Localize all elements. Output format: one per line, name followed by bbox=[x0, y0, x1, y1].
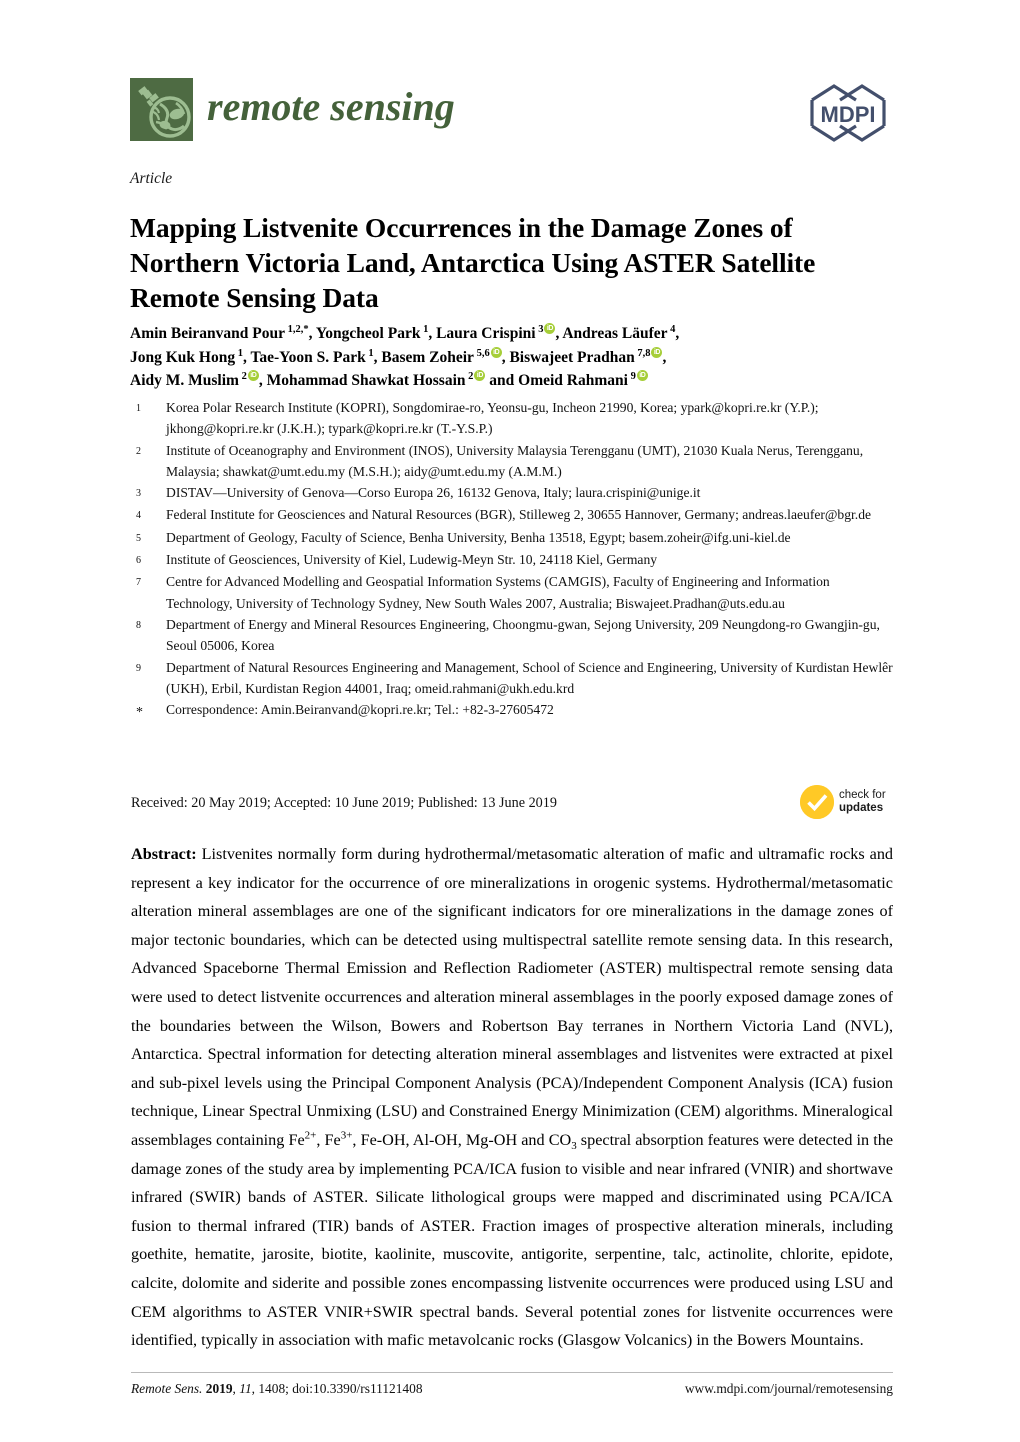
journal-url[interactable]: www.mdpi.com/journal/remotesensing bbox=[684, 1381, 893, 1396]
affiliation-text: Federal Institute for Geosciences and Natural Resources (BGR), Stilleweg 2, 30655 Hannover, Germany; andreas.laeufer@bgr.de bbox=[166, 507, 872, 523]
masthead bbox=[130, 78, 892, 158]
affiliation-item bbox=[132, 440, 894, 483]
affiliation-text: Department of Natural Resources Engineering and Management, School of Science and Engineering, University of Kurdistan Hewlêr (UKH), Erbil, Kurdistan Region 44001, Iraq; omeid.rahmani@ukh.edu.krd bbox=[166, 659, 893, 696]
author-name: Omeid Rahmani bbox=[518, 372, 628, 390]
abstract-subscript-1: 3 bbox=[571, 1140, 577, 1153]
abstract-text-part-1: Listvenites normally form during hydrothermal/metasomatic alteration of mafic and ultramafic rocks and represent a key indicator for the occurrence of ore mineralizations in orogenic systems. Hydrothermal/metasomatic alteration mineral assemblages are one of the significant indicators for ore mineralizations in the damage zones of major tectonic boundaries, which can be detected using multispectral satellite remote sensing data. In this research, Advanced Spaceborne Thermal Emission and Reflection Radiometer (ASTER) multispectral remote sensing data were used to detect listvenite occurrences and alteration mineral assemblages in the poorly exposed damage zones of the boundaries between the Wilson, Bowers and Robertson Bay terranes in Northern Victoria Land (NVL), Antarctica. Spectral information for detecting alteration mineral assemblages and listvenites were extracted at pixel and sub-pixel levels using the Principal Component Analysis (PCA)/Independent Component Analysis (ICA) fusion technique, Linear Spectral Unmixing (LSU) and Constrained Energy Minimization (CEM) algorithms. Mineralogical assemblages containing Fe bbox=[131, 845, 894, 1149]
satellite-globe-icon bbox=[130, 78, 193, 141]
abstract-text-part-2: spectral absorption features were detected in the damage zones of the study area by implementing PCA/ICA fusion to visible and near infrared (VNIR) and shortwave infrared (SWIR) bands of ASTER. Silicate lithological groups were mapped and discriminated using PCA/ICA fusion to thermal infrared (TIR) bands of ASTER. Fraction images of prospective alteration minerals, including goethite, hematite, jarosite, biotite, kaolinite, muscovite, antigorite, serpentine, talc, actinolite, chlorite, epidote, calcite, dolomite and siderite and possible zones encompassing listvenite occurrences were produced using LSU and CEM algorithms to ASTER VNIR+SWIR spectral bands. Several potential zones for listvenite occurrences were identified, typically in association with mafic metavolcanic rocks (Glasgow Volcanics) in the Bowers Mountains. bbox=[131, 1130, 894, 1350]
affiliation-marker: 1 bbox=[136, 403, 141, 414]
affiliation-list bbox=[132, 397, 894, 723]
journal-brand bbox=[130, 78, 455, 141]
correspondence-item bbox=[132, 699, 894, 723]
article-type-label: Article bbox=[130, 170, 173, 187]
publication-dates: Received: 20 May 2019; Accepted: 10 June 2019; Published: 13 June 2019 bbox=[131, 795, 557, 811]
affiliation-item bbox=[132, 504, 894, 526]
correspondence-marker: * bbox=[136, 705, 143, 721]
abstract-label: Abstract: bbox=[131, 845, 197, 863]
author-name: Jong Kuk Hong bbox=[130, 348, 236, 366]
affiliation-text: Institute of Oceanography and Environment (INOS), University Malaysia Terengganu (UMT), 21030 Kuala Nerus, Terengganu, Malaysia; shawkat@umt.edu.my (M.S.H.); aidy@umt.edu.my (A.M.M.) bbox=[166, 442, 864, 479]
author-affil-marker: 7,8 bbox=[634, 347, 651, 359]
affiliation-item bbox=[132, 614, 894, 657]
author-affil-marker: 9 bbox=[627, 371, 636, 383]
citation-line: Remote Sens. 2019, 11, 1408; doi:10.3390/rs11121408 bbox=[131, 1381, 423, 1396]
citation-year: 2019 bbox=[205, 1381, 233, 1396]
orcid-id-icon[interactable] bbox=[544, 323, 555, 334]
affiliation-marker: 3 bbox=[136, 488, 141, 500]
author-affil-marker: 1 bbox=[235, 347, 243, 359]
check-for-updates-badge[interactable] bbox=[800, 782, 900, 822]
author-name: Tae-Yoon S. Park bbox=[250, 348, 366, 366]
checkmark-circle-icon bbox=[800, 785, 834, 819]
author-affil-marker: 3 bbox=[535, 323, 544, 335]
affiliation-text: Korea Polar Research Institute (KOPRI), Songdomirae-ro, Yeonsu-gu, Incheon 21990, Korea; ypark@kopri.re.kr (Y.P.); jkhong@kopri.re.kr (J.K.H.); typark@kopri.re.kr (T.-Y.S.P.) bbox=[166, 400, 819, 437]
affiliation-text: Department of Energy and Mineral Resources Engineering, Choongmu-gwan, Sejong University, 209 Neungdong-ro Gwangjin-gu, Seoul 05006, Korea bbox=[166, 616, 880, 654]
affiliation-item bbox=[132, 527, 894, 549]
mdpi-logo bbox=[804, 82, 892, 144]
affiliation-item bbox=[132, 397, 894, 440]
author-affil-marker: 1,2,* bbox=[285, 323, 309, 335]
author-affil-marker: 5,6 bbox=[473, 347, 490, 359]
author-affil-marker: 2 bbox=[465, 371, 474, 383]
affiliation-item bbox=[132, 549, 894, 571]
affiliation-marker: 8 bbox=[136, 619, 141, 631]
affiliation-text: DISTAV—University of Genova—Corso Europa 26, 16132 Genova, Italy; laura.crispini@unige.it bbox=[166, 485, 701, 501]
orcid-id-icon[interactable] bbox=[474, 370, 485, 381]
abstract-superscript-1: 2+ bbox=[304, 1129, 317, 1142]
citation-rest: , 1408; doi:10.3390/rs11121408 bbox=[251, 1381, 423, 1396]
orcid-id-icon[interactable] bbox=[651, 347, 662, 358]
affiliation-marker: 6 bbox=[136, 555, 141, 567]
page-footer bbox=[131, 1381, 893, 1397]
affiliation-marker: 5 bbox=[136, 532, 141, 544]
affiliation-marker: 4 bbox=[136, 510, 141, 522]
affiliation-marker: 2 bbox=[136, 445, 141, 457]
affiliation-text: Institute of Geosciences, University of Kiel, Ludewig-Meyn Str. 10, 24118 Kiel, Germany bbox=[166, 552, 658, 568]
orcid-id-icon[interactable] bbox=[491, 347, 502, 358]
journal-wordmark: remote sensing bbox=[207, 83, 455, 129]
affiliation-text: Centre for Advanced Modelling and Geospatial Information Systems (CAMGIS), Faculty of Engineering and Information Technology, University of Technology Sydney, New South Wales 2007, Australia; Biswajeet.Pradhan@uts.edu.au bbox=[166, 574, 830, 611]
author-name: Yongcheol Park bbox=[315, 325, 421, 342]
footer-divider bbox=[131, 1372, 893, 1373]
abstract-superscript-2: 3+ bbox=[340, 1129, 353, 1142]
author-name: Basem Zoheir bbox=[381, 348, 474, 366]
page-title: Mapping Listvenite Occurrences in the Damage Zones of Northern Victoria Land, Antarctica Using ASTER Satellite Remote Sensing Data bbox=[130, 212, 816, 314]
citation-journal: Remote Sens. bbox=[131, 1381, 203, 1396]
author-affil-marker: 2 bbox=[238, 371, 247, 383]
affiliation-text: Department of Geology, Faculty of Science, Benha University, Benha 13518, Egypt; basem.zoheir@ifg.uni-kiel.de bbox=[166, 529, 791, 545]
author-list: Amin Beiranvand Pour $^{1,2,*}$, Yongcheol Park $^1$, Laura Crispini $^3$ iD , Andreas Läufer $^4$, Jong Kuk Hong $^1$, Tae-Yoon S. Park $^1$, Basem Zoheir $^{5,6}$ iD , Biswajeet Pradhan $^{7,8}$ iD , Aidy M. Muslim $^2$ iD , Mohammad Shawkat Hossain $^2$iD and Omeid Rahmani $^9$iD bbox=[130, 322, 890, 393]
badge-line-1: check for bbox=[839, 789, 886, 801]
citation-volume: 11 bbox=[239, 1381, 252, 1396]
affiliation-marker: 7 bbox=[136, 577, 141, 589]
orcid-id-icon[interactable] bbox=[248, 370, 259, 381]
correspondence-text: Correspondence: Amin.Beiranvand@kopri.re.kr; Tel.: +82-3-27605472 bbox=[166, 702, 554, 718]
author-affil-marker: 1 bbox=[365, 347, 374, 359]
author-name: Laura Crispini bbox=[436, 325, 536, 342]
author-affil-marker: 4 bbox=[667, 323, 676, 335]
affiliation-marker: 9 bbox=[136, 662, 141, 674]
author-name: Biswajeet Pradhan bbox=[509, 348, 635, 366]
affiliation-item bbox=[132, 482, 894, 504]
mdpi-wordmark: MDPI bbox=[820, 102, 876, 127]
abstract-text-mid-2: , Fe-OH, Al-OH, Mg-OH and CO bbox=[352, 1130, 572, 1149]
author-name: Amin Beiranvand Pour bbox=[130, 325, 286, 342]
affiliation-item bbox=[132, 571, 894, 614]
badge-line-2: updates bbox=[839, 802, 884, 814]
abstract-text-mid-1: , Fe bbox=[316, 1130, 341, 1149]
orcid-id-icon[interactable] bbox=[637, 370, 648, 381]
author-name: Aidy M. Muslim bbox=[130, 372, 239, 390]
affiliation-item bbox=[132, 657, 894, 700]
abstract-section bbox=[131, 840, 893, 1355]
author-affil-marker: 1 bbox=[420, 323, 429, 335]
author-name: Andreas Läufer bbox=[562, 325, 668, 342]
author-name: Mohammad Shawkat Hossain bbox=[266, 372, 466, 390]
badge-label bbox=[839, 789, 886, 815]
